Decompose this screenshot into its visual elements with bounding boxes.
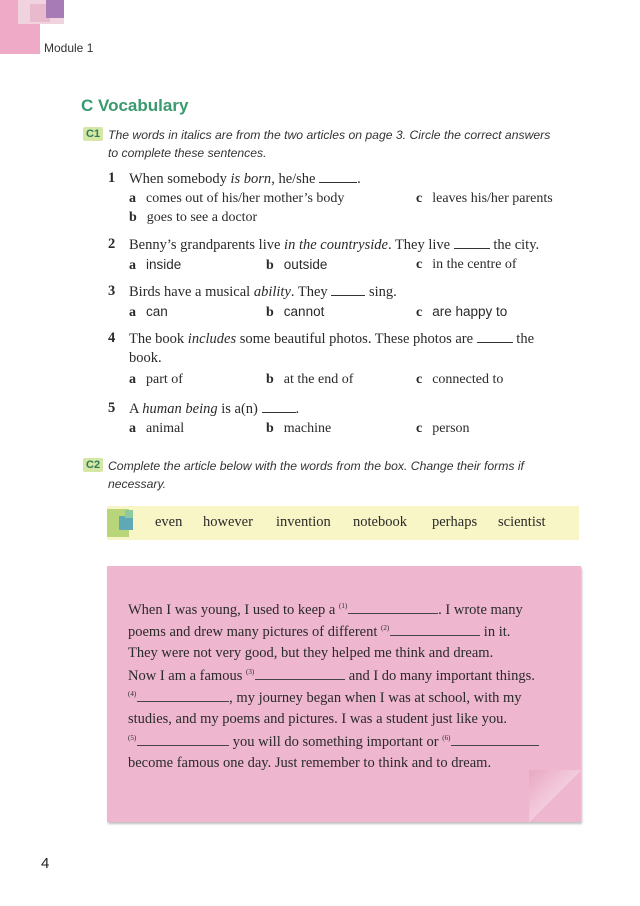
c1-instruction [108,126,578,162]
c2-tag: C2 [83,458,103,472]
blank-number: (3) [245,668,255,677]
word-box-item: invention [276,514,331,530]
article-line: They were not very good, but they helped me think and dream. [128,645,494,661]
section-name: Vocabulary [98,96,189,115]
blank-number: (2) [381,624,390,633]
word-box-item: notebook [353,514,407,530]
answer-blank [262,400,296,413]
option-b: b goes to see a doctor [129,210,258,225]
article-blank [137,733,229,746]
answer-blank [331,283,365,296]
question-number: 5 [108,400,116,416]
option-b: b at the end of [266,372,354,387]
article-line: When I was young, I used to keep a $^{(1)}$ . I wrote many [128,602,523,618]
page-curl [529,770,581,822]
question-text: Birds have a musical ability. They sing. [129,284,397,300]
option-c: c person [416,421,470,436]
option-c: c connected to [416,372,504,387]
option-a: a can [129,304,168,320]
article-blank [451,733,539,746]
word-box-decoration [125,510,133,518]
word-box [107,506,579,540]
option-b: b cannot [266,304,325,320]
blank-number: (5) [128,734,137,743]
option-a: a comes out of his/her mother’s body [129,191,345,206]
article-line: $^{(4)}$ , my journey began when I was at school, with my [128,690,522,706]
answer-blank [319,170,357,183]
option-a: a part of [129,372,183,387]
word-box-decoration [119,516,133,530]
option-c: c are happy to [416,304,508,320]
c1-tag: C1 [83,127,103,141]
word-box-item: perhaps [432,514,478,530]
page-number: 4 [41,855,50,872]
c2-instruction-line1: Complete the article below with the words from the box. Change their forms if [108,459,524,473]
answer-blank [477,330,513,343]
option-b: b machine [266,421,332,436]
article-blank [348,601,438,614]
article-line: $^{(5)}$ you will do something important or $^{(6)}$ [128,733,539,751]
article-blank [255,667,345,680]
word-box-item: scientist [498,514,546,530]
question-number: 1 [108,170,116,186]
word-box-item: even [155,514,183,530]
article-line: Now I am a famous $^{(3)}$ and I do many important things. [128,668,535,684]
corner-decoration-purple [46,0,64,18]
question-number: 2 [108,236,116,252]
option-c: c leaves his/her parents [416,191,553,206]
article-line: become famous one day. Just remember to think and to dream. [128,755,492,771]
word-box-item: however [203,514,253,530]
blank-number: (4) [128,690,137,699]
c2-instruction [108,457,578,493]
article-note [107,566,581,822]
option-c: c in the centre of [416,257,517,272]
article-line: studies, and my poems and pictures. I was a student just like you. [128,711,507,727]
article-blank [137,689,229,702]
answer-blank [454,236,490,249]
question-text: The book includes some beautiful photos. These photos are the [129,331,535,347]
section-title [81,96,188,116]
question-text: When somebody is born, he/she . [129,171,361,187]
article-line: poems and drew many pictures of different $^{(2)}$ in it. [128,624,511,640]
blank-number: (6) [442,734,451,743]
module-label: Module 1 [44,41,94,55]
question-number: 4 [108,330,116,346]
option-a: a inside [129,257,182,273]
question-number: 3 [108,283,116,299]
question-text-continued: book. [129,350,162,366]
question-text: Benny’s grandparents live in the countryside. They live the city. [129,237,540,253]
c2-instruction-line2: necessary. [108,477,167,491]
question-text: A human being is a(n) . [129,401,300,417]
option-b: b outside [266,257,328,273]
section-letter: C [81,96,94,115]
option-a: a animal [129,421,185,436]
blank-number: (1) [339,602,348,611]
c1-instruction-line1: The words in italics are from the two articles on page 3. Circle the correct answers [108,128,551,142]
c1-instruction-line2: to complete these sentences. [108,146,267,160]
article-blank [390,623,480,636]
